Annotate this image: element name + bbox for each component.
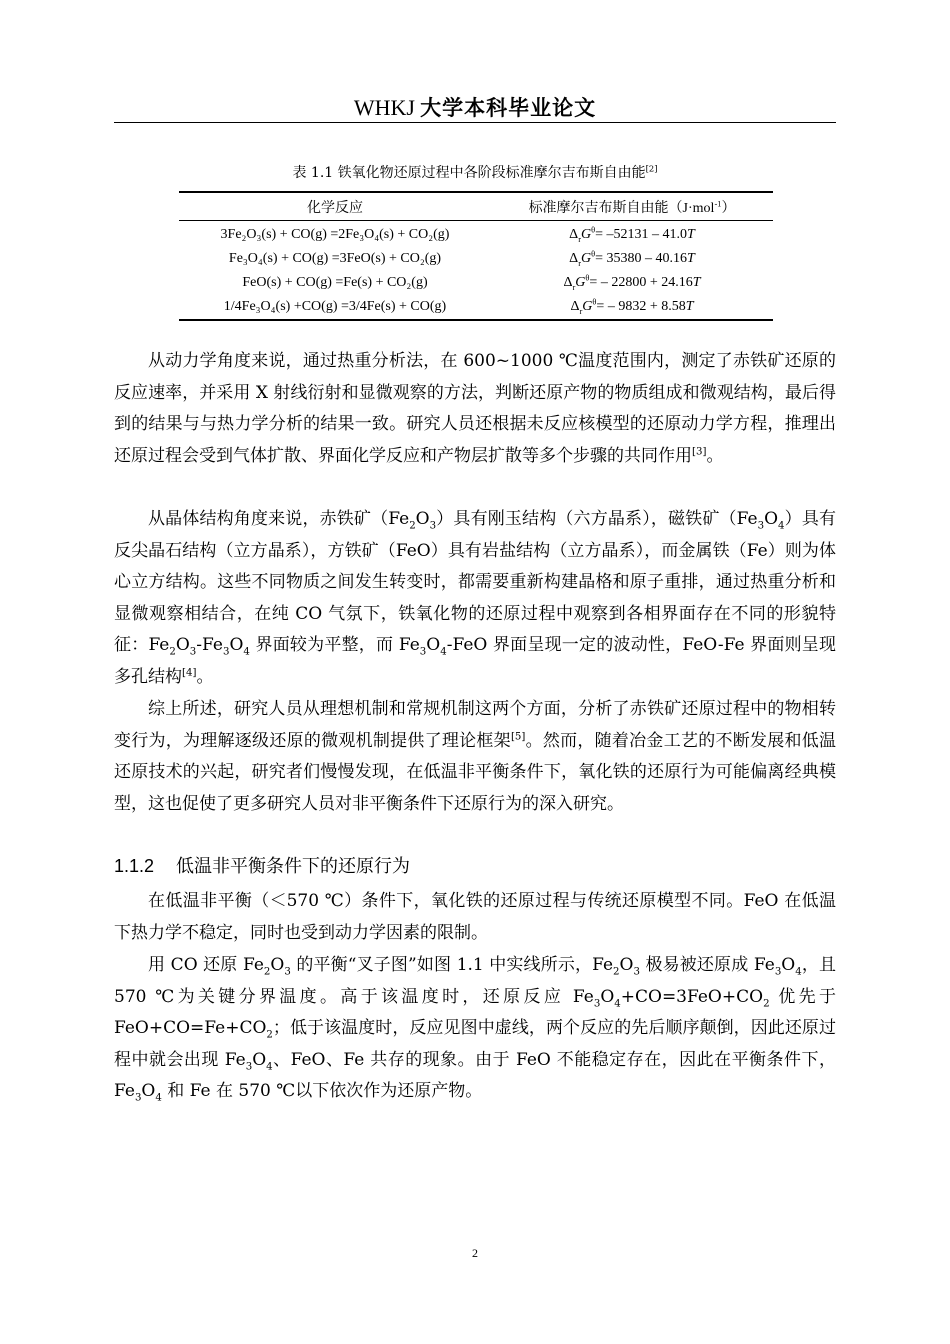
energy-value: = – 9832 + 8.58 xyxy=(596,299,686,314)
table-caption xyxy=(0,162,950,182)
paragraph-fork-diagram: 用 CO 还原 $Fe_2O_3$ 的平衡“叉子图”如图 1.1 中实线所示，$Fe_2O_3$ 极易被还原成 $Fe_3O_4$，且 570 ℃为关键分界温度。高于该温度时，还原反应 $Fe_3O_4+CO=3FeO+CO_2$ 优先于 $FeO+CO=Fe+CO_2$；低于该温度时，反应见图中虚线，两个反应的先后顺序颠倒，因此还原过程中就会出现 $Fe_3O_4$、FeO、Fe 共存的现象。由于 FeO 不能稳定存在，因此在平衡条件下，$Fe_3O_4$ 和 Fe 在 570 ℃以下依次作为还原产物。 xyxy=(114,955,836,1104)
table-row xyxy=(179,247,773,271)
text-run: 从晶体结构角度来说，赤铁矿（Fe xyxy=(148,509,410,529)
reaction-cell: 3Fe₂O₃(s) + CO(g) =2Fe₃O₄(s) + CO₂(g) xyxy=(220,227,450,242)
text-run: O xyxy=(426,635,441,656)
text-run: ）具有刚玉结构（六方晶系），磁铁矿（Fe xyxy=(436,509,758,529)
text-run: O xyxy=(252,1049,267,1070)
page-header xyxy=(114,92,836,123)
energy-cell: $\Delta_rG^\theta= -52131 - 41.0T$ xyxy=(569,225,695,244)
text-run: ）具有反尖晶石结构（立方晶系），方铁矿（FeO）具有岩盐结构（立方晶系），而金属铁（Fe）则为体心立方结构。这些不同物质之间发生转变时，都需要重新构建晶格和原子重排，通过热重分析和显微观察相结合，在纯 CO 气氛下，铁氧化物的还原过程中观察到各相界面存在不同的形貌特征：Fe xyxy=(114,509,836,656)
reaction-cell: FeO(s) + CO(g) =Fe(s) + CO₂(g) xyxy=(242,275,428,290)
text-run: -Fe xyxy=(196,635,223,656)
text-run: O xyxy=(175,635,190,656)
text-run: 优先于 FeO+CO=Fe+CO xyxy=(114,986,836,1039)
paragraph-summary xyxy=(114,694,836,820)
caption-ref: [2] xyxy=(645,163,658,174)
text-run: 。然而，随着冶金工艺的不断发展和低温还原技术的兴起，研究者们慢慢发现，在低温非平衡条件下，氧化铁的还原行为可能偏离经典模型，这也促使了更多研究人员对非平衡条件下还原行为的深入研究。 xyxy=(114,730,837,814)
citation-ref: [4] xyxy=(182,667,197,679)
col-energy-suffix: ） xyxy=(721,200,736,216)
text-run: O xyxy=(619,955,634,975)
text-run: ；低于该温度时，反应见图中虚线，两个反应的先后顺序颠倒，因此还原过程中就会出现 Fe xyxy=(114,1018,836,1070)
text-run: O xyxy=(229,635,244,656)
para1-text: 从动力学角度来说，通过热重分析法，在 600~1000 ℃温度范围内，测定了赤铁矿还原的反应速率，并采用 X 射线衍射和显微观察的方法，判断还原产物的物质组成和微观结构，最后得到的结果与与热力学分析的结果一致。研究人员还根据未反应核模型的还原动力学方程，推理出还原过程会受到气体扩散、界面化学反应和产物层扩散等多个步骤的共同作用 xyxy=(114,351,836,466)
col-energy-sup: -1 xyxy=(714,198,722,208)
paragraph-low-temp xyxy=(114,886,836,949)
gibbs-energy-table xyxy=(179,191,773,321)
section-number: 1.1.2 xyxy=(114,856,155,876)
table-header-row xyxy=(179,192,773,221)
text-run: O xyxy=(270,955,285,975)
text-run: 界面较为平整，而 Fe xyxy=(249,635,420,656)
text-run: 、FeO、Fe 共存的现象。由于 FeO 不能稳定存在，因此在平衡条件下，Fe xyxy=(114,1049,836,1102)
header-latin: WHKJ xyxy=(353,95,415,120)
section-heading xyxy=(114,852,410,878)
caption-text: 表 1.1 铁氧化物还原过程中各阶段标准摩尔吉布斯自由能 xyxy=(292,165,646,181)
paragraph-kinetics xyxy=(114,346,836,472)
text-run: O xyxy=(141,1081,156,1102)
text-run: ，且 570 ℃为关键分界温度。高于该温度时，还原反应 Fe xyxy=(114,955,836,1007)
section-title: 低温非平衡条件下的还原行为 xyxy=(176,856,411,877)
citation-ref: [3] xyxy=(692,446,707,458)
col-energy-prefix: 标准摩尔吉布斯自由能（J·mol xyxy=(528,200,715,216)
text-run: 用 CO 还原 Fe xyxy=(148,955,264,975)
para1-end: 。 xyxy=(706,445,724,466)
energy-value: = 35380 – 40.16 xyxy=(595,251,688,266)
col-energy-header xyxy=(491,192,773,221)
col-reaction-header: 化学反应 xyxy=(307,200,363,216)
text-run: -FeO 界面呈现一定的波动性，FeO-Fe 界面则呈现多孔结构 xyxy=(114,635,837,687)
table-row xyxy=(179,295,773,320)
para4-text: 在低温非平衡（＜570 ℃）条件下，氧化铁的还原过程与传统还原模型不同。FeO 在低温下热力学不稳定，同时也受到动力学因素的限制。 xyxy=(114,891,836,943)
energy-value: = –52131 – 41.0 xyxy=(595,227,688,242)
energy-cell: $\Delta_rG^\theta= - 9832 + 8.58T$ xyxy=(570,297,694,316)
page-number: 2 xyxy=(472,1246,478,1260)
energy-value: = – 22800 + 24.16 xyxy=(589,275,693,290)
paragraph-crystal-structure: 从晶体结构角度来说，赤铁矿$(Fe_2O_3)$具有刚玉结构（六方晶系），磁铁矿$(Fe_3O_4)$具有反尖晶石结构（立方晶系），方铁矿（FeO）具有岩盐结构（立方晶系），而金属铁（Fe）则为体心立方结构。这些不同物质之间发生转变时，都需要重新构建晶格和原子重排，通过热重分析和显微观察相结合，在纯 CO 气氛下，铁氧化物的还原过程中观察到各相界面存在不同的形貌特征：$Fe_2O_3-Fe_3O_4$ 界面较为平整，而 $Fe_3O_4$-FeO 界面呈现一定的波动性，FeO-Fe 界面则呈现多孔结构[4]。 xyxy=(114,509,837,687)
reaction-cell: 1/4Fe₃O₄(s) +CO(g) =3/4Fe(s) + CO(g) xyxy=(223,299,447,314)
text-run: 。 xyxy=(196,666,214,687)
text-run: O xyxy=(415,509,430,529)
table-row xyxy=(179,221,773,248)
text-run: 的平衡“叉子图”如图 1.1 中实线所示，Fe xyxy=(290,955,614,975)
energy-cell: $\Delta_rG^\theta= - 22800 + 24.16T$ xyxy=(563,273,701,292)
reaction-cell: Fe₃O₄(s) + CO(g) =3FeO(s) + CO₂(g) xyxy=(228,251,442,266)
text-run: O xyxy=(764,509,779,529)
text-run: 综上所述，研究人员从理想机制和常规机制这两个方面，分析了赤铁矿还原过程中的物相转变行为，为理解逐级还原的微观机制提供了理论框架 xyxy=(114,699,836,751)
text-run: O xyxy=(781,955,796,975)
text-run: 和 Fe 在 570 ℃以下依次作为还原产物。 xyxy=(161,1081,483,1102)
energy-cell: $\Delta_rG^\theta= 35380 - 40.16T$ xyxy=(569,249,695,268)
citation-ref: [5] xyxy=(510,730,526,742)
table-row xyxy=(179,271,773,295)
header-title: 大学本科毕业论文 xyxy=(420,95,597,120)
text-run: 极易被还原成 Fe xyxy=(639,955,775,975)
text-run: +CO=3FeO+CO xyxy=(620,986,764,1007)
text-run: O xyxy=(600,986,615,1007)
